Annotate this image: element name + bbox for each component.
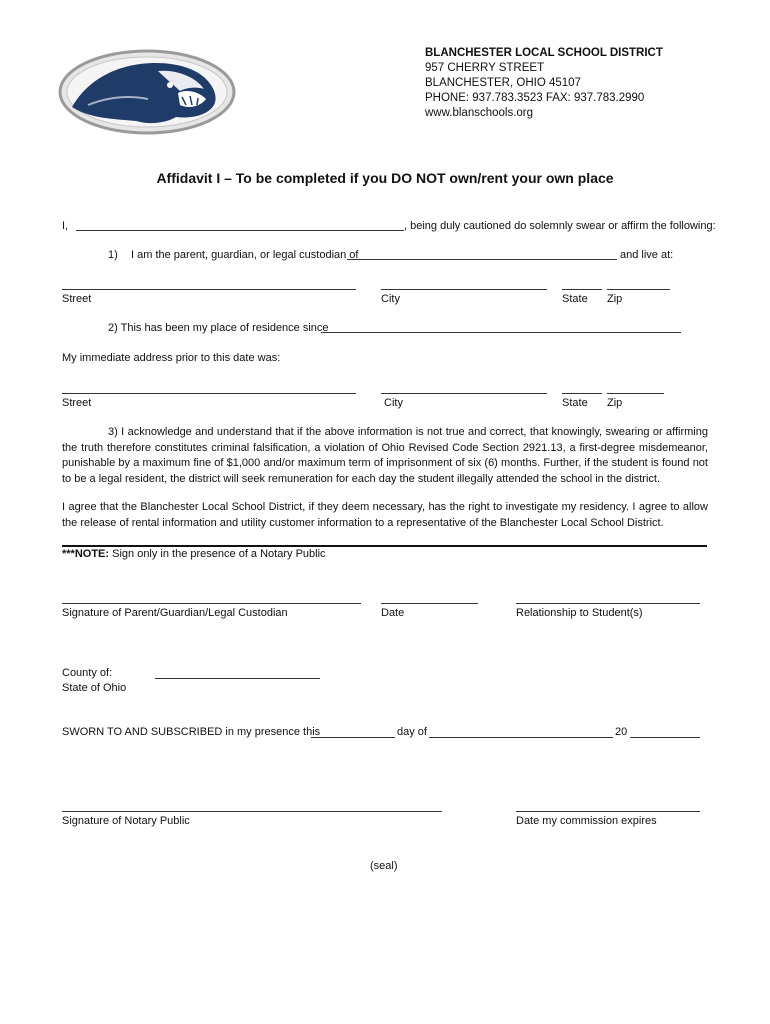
district-street: 957 CHERRY STREET bbox=[425, 62, 545, 74]
intro-suffix: , being duly cautioned do solemnly swear or affirm the following: bbox=[404, 220, 716, 232]
zip-label-1: Zip bbox=[607, 293, 623, 305]
school-logo-panther bbox=[58, 49, 236, 135]
street-blank-1[interactable] bbox=[62, 289, 356, 290]
sworn-year-prefix: 20 bbox=[615, 726, 628, 738]
sworn-month-blank[interactable] bbox=[429, 737, 613, 738]
prior-address-text: My immediate address prior to this date was: bbox=[62, 352, 281, 364]
commission-expires-label: Date my commission expires bbox=[516, 815, 657, 827]
district-phone: PHONE: 937.783.3523 FAX: 937.783.2990 bbox=[425, 92, 645, 104]
item1-text: I am the parent, guardian, or legal custodian of bbox=[131, 249, 359, 261]
city-label-1: City bbox=[381, 293, 400, 305]
notary-signature-blank[interactable] bbox=[62, 811, 442, 812]
acknowledgement-paragraph: 3) I acknowledge and understand that if the above information is not true and correct, that knowingly, swearing or affirming the truth therefore constitutes criminal falsification, a violation of Ohio Revised Code Section 2921.13, a first-degree misdemeanor, punishable by a maximum fine of $1,000 and/or maximum term of imprisonment of six (6) months. Further, if the student is found not to be a legal resident, the district will seek remuneration for each day the student illegally attended the school in the district. bbox=[62, 426, 708, 485]
street-blank-2[interactable] bbox=[62, 393, 356, 394]
district-city: BLANCHESTER, OHIO 45107 bbox=[425, 77, 581, 89]
district-name: BLANCHESTER LOCAL SCHOOL DISTRICT bbox=[425, 47, 663, 59]
page-title: Affidavit I – To be completed if you DO NOT own/rent your own place bbox=[156, 170, 614, 186]
parent-signature-blank[interactable] bbox=[62, 603, 361, 604]
residence-since-blank[interactable] bbox=[321, 332, 681, 333]
state-label-2: State bbox=[562, 397, 588, 409]
item2-text: 2) This has been my place of residence since bbox=[108, 322, 329, 334]
zip-blank-2[interactable] bbox=[607, 393, 664, 394]
street-label-1: Street bbox=[62, 293, 92, 305]
item1-number: 1) bbox=[108, 249, 118, 261]
note-text: Sign only in the presence of a Notary Public bbox=[112, 548, 326, 560]
county-label: County of: bbox=[62, 667, 113, 679]
seal-label: (seal) bbox=[370, 860, 398, 872]
zip-blank-1[interactable] bbox=[607, 289, 670, 290]
state-blank-2[interactable] bbox=[562, 393, 602, 394]
sworn-text: SWORN TO AND SUBSCRIBED in my presence this bbox=[62, 726, 321, 738]
relationship-label: Relationship to Student(s) bbox=[516, 607, 643, 619]
street-label-2: Street bbox=[62, 397, 92, 409]
commission-date-blank[interactable] bbox=[516, 811, 700, 812]
sworn-day-of: day of bbox=[397, 726, 427, 738]
city-blank-1[interactable] bbox=[381, 289, 547, 290]
letterhead bbox=[425, 46, 663, 121]
notary-note bbox=[62, 548, 326, 560]
district-website: www.blanschools.org bbox=[425, 107, 534, 119]
notary-signature-label: Signature of Notary Public bbox=[62, 815, 190, 827]
name-blank[interactable] bbox=[76, 230, 404, 231]
county-blank[interactable] bbox=[155, 678, 320, 679]
city-label-2: City bbox=[384, 397, 403, 409]
signature-date-label: Date bbox=[381, 607, 405, 619]
state-label-1: State bbox=[562, 293, 588, 305]
sworn-year-blank[interactable] bbox=[630, 737, 700, 738]
state-blank-1[interactable] bbox=[562, 289, 602, 290]
signature-date-blank[interactable] bbox=[381, 603, 478, 604]
sworn-day-blank[interactable] bbox=[311, 737, 395, 738]
city-blank-2[interactable] bbox=[381, 393, 547, 394]
note-label: ***NOTE: bbox=[62, 548, 110, 560]
agreement-paragraph: I agree that the Blanchester Local School District, if they deem necessary, has the right to investigate my residency. I agree to allow the release of rental information and utility customer information to a representative of the Blanchester Local School District. bbox=[62, 501, 708, 529]
section-divider bbox=[62, 545, 707, 547]
relationship-blank[interactable] bbox=[516, 603, 700, 604]
item1-suffix: and live at: bbox=[620, 249, 674, 261]
state-of-ohio: State of Ohio bbox=[62, 682, 127, 694]
parent-signature-label: Signature of Parent/Guardian/Legal Custodian bbox=[62, 607, 288, 619]
intro-prefix: I, bbox=[62, 220, 69, 232]
student-name-blank[interactable] bbox=[347, 259, 617, 260]
zip-label-2: Zip bbox=[607, 397, 623, 409]
